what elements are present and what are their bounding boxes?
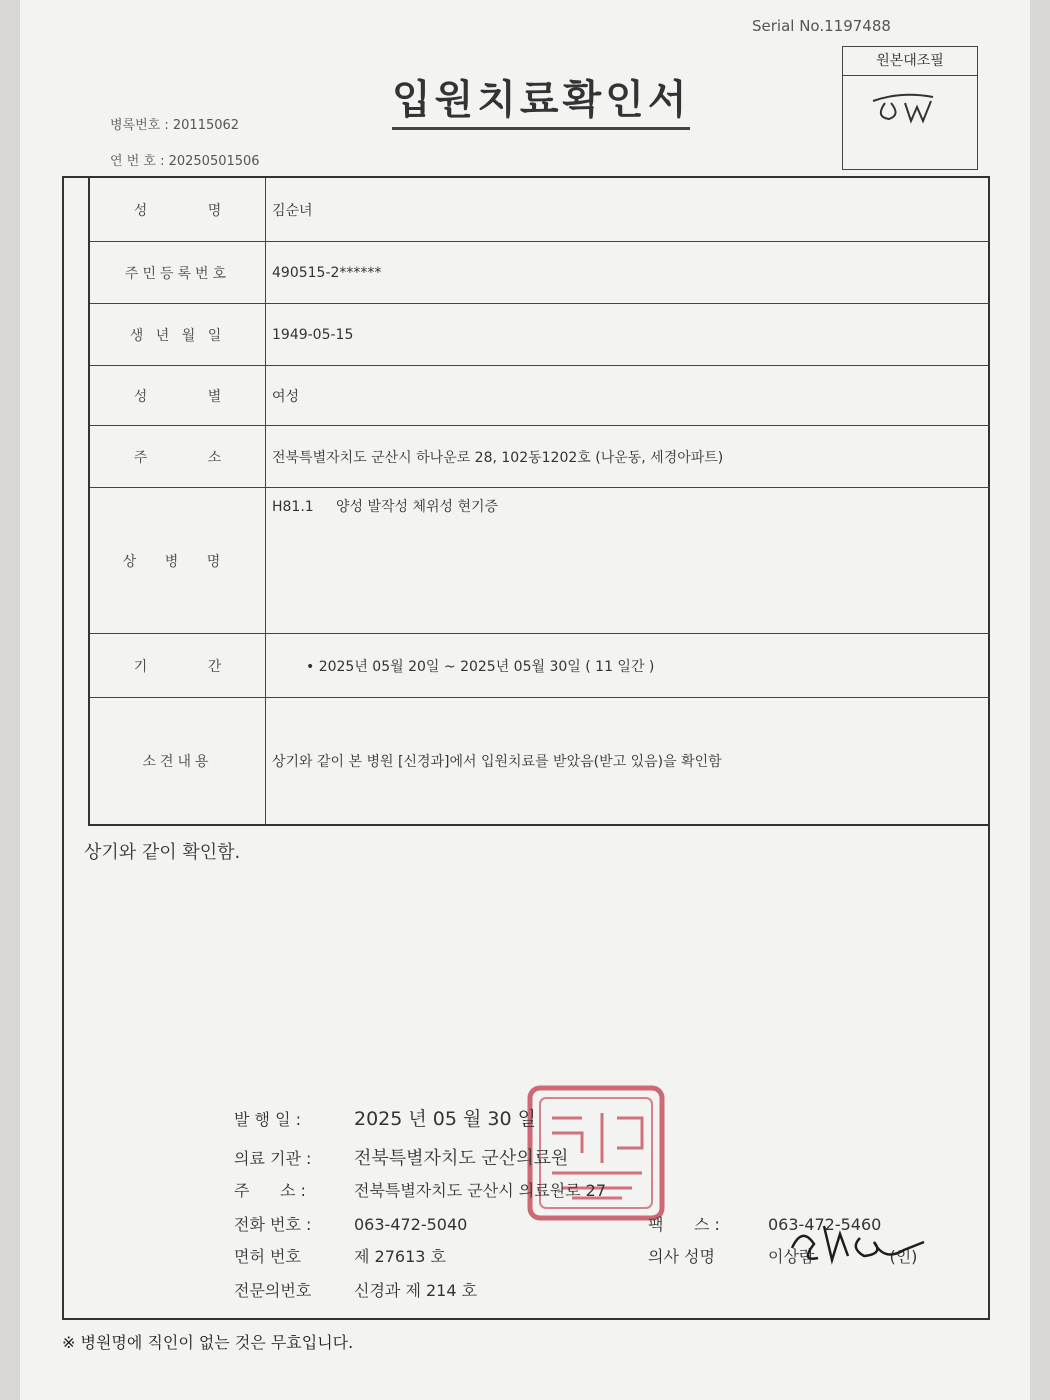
serial-number: Serial No.1197488 — [752, 17, 891, 35]
birth-label: 생 년 월 일 — [90, 304, 266, 365]
fax-number: 063-472-5460 — [768, 1215, 882, 1234]
institution-address: 전북특별자치도 군산시 의료원로 27 — [354, 1181, 607, 1200]
id-label: 주민등록번호 — [90, 242, 266, 303]
doctor-name: 이상람 — [768, 1247, 815, 1266]
issue-date-label: 발 행 일 : — [234, 1110, 302, 1129]
row-address — [90, 426, 990, 488]
institution-address-line — [234, 1178, 606, 1201]
name-value: 김순녀 — [272, 202, 313, 219]
doctor-label: 의사 성명 — [648, 1247, 715, 1266]
name-label: 성 명 — [90, 178, 266, 241]
sex-label: 성 별 — [90, 366, 266, 425]
opinion-label: 소견내용 — [90, 698, 266, 824]
opinion-value: 상기와 같이 본 병원 [신경과]에서 입원치료를 받았음(받고 있음)을 확인함 — [272, 754, 722, 770]
institution-name: 전북특별자치도 군산의료원 — [354, 1148, 569, 1169]
address-value: 전북특별자치도 군산시 하나운로 28, 102동1202호 (나운동, 세경아파트) — [272, 449, 724, 466]
issue-date: 2025 년 05 월 30 일 — [354, 1108, 536, 1130]
institution-label: 의료 기관 : — [234, 1149, 312, 1168]
period-value: • 2025년 05월 20일 ~ 2025년 05월 30일 ( 11 일간 ) — [306, 658, 655, 675]
phone-line — [234, 1212, 467, 1235]
issue-date-line — [234, 1104, 536, 1131]
row-birth — [90, 304, 990, 366]
document-title: 입원치료확인서 — [392, 68, 690, 130]
issue-number: 연 번 호 : 20250501506 — [110, 154, 260, 169]
row-sex — [90, 366, 990, 426]
original-signature — [871, 87, 951, 127]
original-verified-label: 원본대조필 — [843, 47, 977, 76]
sex-value: 여성 — [272, 388, 300, 405]
institution-line — [234, 1144, 568, 1170]
row-name — [90, 178, 990, 242]
license-line — [234, 1244, 446, 1267]
fax-label: 팩 스 : — [648, 1215, 720, 1234]
doctor-signature — [784, 1218, 934, 1268]
row-period — [90, 634, 990, 698]
specialist-line — [234, 1278, 477, 1301]
row-id — [90, 242, 990, 304]
license-number: 제 27613 호 — [354, 1247, 446, 1266]
diagnosis-value: H81.1 양성 발작성 체위성 현기증 — [272, 499, 499, 515]
validity-notice: ※ 병원명에 직인이 없는 것은 무효입니다. — [62, 1333, 354, 1352]
license-label: 면허 번호 — [234, 1247, 301, 1266]
birth-value: 1949-05-15 — [272, 326, 354, 343]
specialist-label: 전문의번호 — [234, 1281, 312, 1300]
certificate-frame — [62, 176, 990, 1320]
period-label: 기 간 — [90, 634, 266, 697]
seal-mark: (인) — [889, 1247, 918, 1266]
chart-number: 병록번호 : 20115062 — [110, 118, 240, 133]
info-table — [88, 178, 990, 826]
specialist-number: 신경과 제 214 호 — [354, 1281, 478, 1300]
original-verified-box — [842, 46, 978, 170]
confirm-statement: 상기와 같이 확인함. — [84, 842, 241, 863]
phone-label: 전화 번호 : — [234, 1215, 312, 1234]
address-label: 주 소 — [90, 426, 266, 487]
id-value: 490515-2****** — [272, 264, 382, 281]
phone-number: 063-472-5040 — [354, 1215, 468, 1234]
institution-address-label: 주 소 : — [234, 1181, 306, 1200]
diagnosis-label: 상 병 명 — [90, 488, 266, 633]
row-diagnosis — [90, 488, 990, 634]
row-opinion — [90, 698, 990, 824]
